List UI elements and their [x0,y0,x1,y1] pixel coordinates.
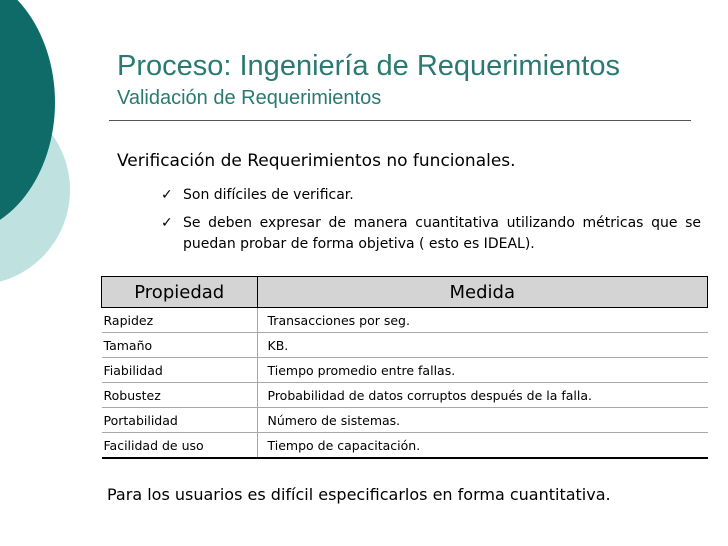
cell-medida: KB. [257,333,708,358]
bullet-text: Se deben expresar de manera cuantitativa utilizando métricas que se puedan probar de forma objetiva ( esto es IDEAL). [183,215,701,252]
table-row [102,333,708,358]
header-medida: Medida [257,277,708,308]
table-row [102,408,708,433]
cell-medida: Transacciones por seg. [257,308,708,333]
cell-propiedad: Portabilidad [102,408,258,433]
footer-text: Para los usuarios es difícil especificarlos en forma cuantitativa. [107,485,611,504]
cell-medida: Número de sistemas. [257,408,708,433]
cell-propiedad: Robustez [102,383,258,408]
header-propiedad: Propiedad [102,277,258,308]
cell-propiedad: Rapidez [102,308,258,333]
properties-table [101,276,708,459]
slide-subtitle: Validación de Requerimientos [117,87,382,109]
table-row [102,433,708,459]
table-row [102,358,708,383]
table-header-row [102,277,708,308]
cell-medida: Tiempo de capacitación. [257,433,708,459]
bullet-text: Son difíciles de verificar. [183,187,354,203]
cell-propiedad: Tamaño [102,333,258,358]
cell-medida: Probabilidad de datos corruptos después de la falla. [257,383,708,408]
table-row [102,308,708,333]
cell-medida: Tiempo promedio entre fallas. [257,358,708,383]
intro-text: Verificación de Requerimientos no funcionales. [117,151,516,171]
title-divider [109,120,691,121]
checkmark-icon: ✓ [161,215,173,231]
decorative-circles [0,0,100,300]
slide-title: Proceso: Ingeniería de Requerimientos [117,50,620,82]
cell-propiedad: Fiabilidad [102,358,258,383]
table-row [102,383,708,408]
cell-propiedad: Facilidad de uso [102,433,258,459]
checkmark-icon: ✓ [161,187,173,203]
